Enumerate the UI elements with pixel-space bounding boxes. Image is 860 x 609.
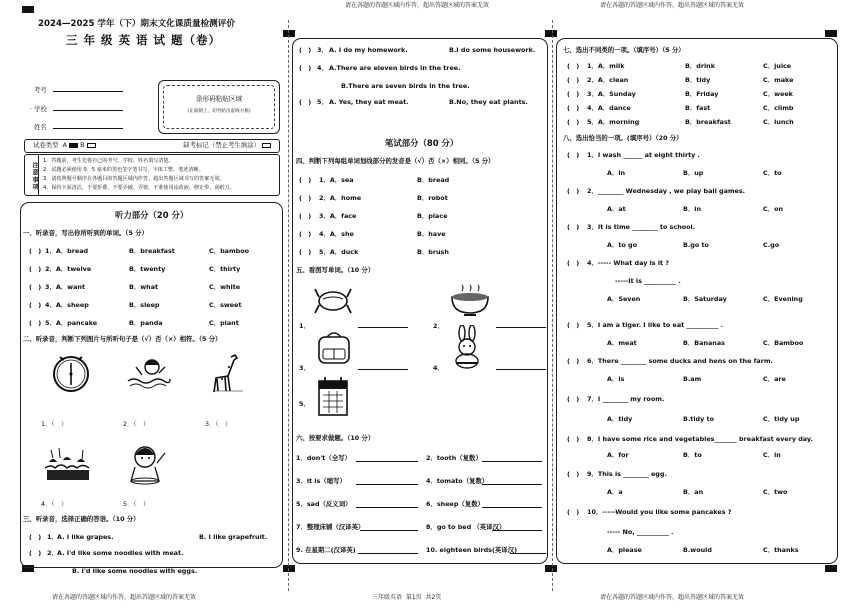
picture-item: 5． [299,400,310,408]
barcode-title: 条形码粘贴区域 [195,95,243,103]
s8-item: ( ) 2．________ Wednesday , we play ball games. A．at B．in C．on [567,187,784,213]
picture-label: 5．（ ） [123,500,150,508]
mid-cont-item: ( ) 3． A. I do my homework. B.I do some housework. [299,46,536,54]
picture-item: 2． [433,323,546,330]
section-6-title: 六、按要求做题。（10 分） [296,434,375,442]
mid-cont-item: ( ) 4． A.There are eleven birds in the tree. [299,64,461,72]
section-1-title: 一、听录音，写出你所听到的单词。（5 分） [23,229,148,237]
s3-item: ( ) 1． A. I like grapes. B. I like grapefruit. [29,533,268,541]
s8-item: ( ) 1．I wash ______ at eight thirty . A．in B．up C．to [567,151,782,177]
s8-item: ( ) 8．I have some rice and vegetables_______ breakfast every day. A．for B．to C．in [567,435,813,459]
note-line: 4．保持卡面清洁，不要折叠、不要弄破、弄皱，不准使用涂改液、修正带、刮纸刀。 [43,185,235,191]
type-a-box[interactable] [69,143,78,148]
type-b-box[interactable] [87,143,96,148]
s7-row: ( ) 2．A．clean B．tidy C．make [567,76,794,84]
s3-item: ( ) 2． A. I'd like some noodles with meat. [29,549,184,557]
s4-row: ( ) 4．A．she B．have [299,230,446,238]
section-2-title: 二、听录音，判断下列图片与所听句子是（√）否（×）相符。（5 分） [23,335,222,343]
s8-item: ( ) 5．I am a tiger. I like to eat __________ . A．meat B．Bananas C．Bamboo [567,321,804,347]
s7-row: ( ) 5．A．morning B．breakfast C．lunch [567,118,794,126]
s7-row: ( ) 3．A．Sunday B．Friday C．week [567,90,793,98]
s1-row: ( ) 5．A．pancake B．panda C．plant [29,319,239,327]
s8-item: ( ) 10．-----Would you like some pancakes ? ----- No, __________ . A．please B.would C．thanks [567,508,799,554]
picture-item: 3． [299,365,408,372]
notes-label: 注意事项 [25,155,39,195]
registration-mark [283,30,295,37]
area-notice: 请在各题的答题区域内作答，超出答题区域的答案无效 [600,2,745,9]
ducks-picture [43,446,93,484]
field-name[interactable]: 姓名 [34,124,123,131]
listening-section [20,202,283,568]
field-school[interactable]: · 学校 [30,106,123,113]
mid-cont-item: ( ) 5． A. Yes, they eat meat. B.No, they eat plants. [299,98,528,106]
field-exam-number[interactable]: 考号 [34,87,123,94]
s4-row: ( ) 1．A．sea B．bread [299,176,450,184]
s8-item: ( ) 4．----- What day is it ? -----It is __________ . A．Seven B．Saturday C．Evening [567,259,803,303]
note-line: 2．试题必须使用 0．5 毫米的黑色签字笔书写，字体工整、笔迹清晰。 [43,167,204,173]
page-footer: 三年级英语 第1页 共2页 [372,594,442,601]
exam-year-title: 2024—2025 学年（下）期末文化课质量检测评价 [38,19,235,29]
s4-row: ( ) 3．A．face B．place [299,212,448,220]
giraffe-picture [207,353,247,395]
picture-label: 3．（ ） [205,420,232,428]
absent-box[interactable] [262,143,271,148]
s4-row: ( ) 2．A．home B．robot [299,194,448,202]
note-line: 1．答题前，考生先将自己的考号、学校、姓名填写清楚。 [43,158,174,164]
s1-row: ( ) 2．A．twelve B．twenty C．thirty [29,265,241,273]
s7-row: ( ) 4．A．dance B．fast C．climb [567,104,794,112]
schoolbag-picture [313,329,355,367]
clock-picture [51,353,91,393]
s1-row: ( ) 1．A．bread B．breakfast C．bamboo [29,247,249,255]
listening-title: 听力部分（20 分） [115,210,189,220]
barcode-note: (正面朝上，切勿贴出虚线方框) [187,108,251,114]
section-5-title: 五、看图写单词。（10 分） [296,266,375,274]
registration-mark [22,6,34,13]
swimming-picture [126,353,171,393]
area-notice: 请在各题的答题区域内作答，超出答题区域的答案无效 [600,594,745,601]
notes-box [24,154,280,196]
rabbit-picture [448,325,488,369]
s6-row: 5．sad（反义词） 6．sheep（复数） [296,501,546,513]
registration-mark [545,565,557,572]
soup-bowl-picture [448,283,492,319]
written-title: 笔试部分（80 分） [385,138,459,148]
picture-label: 2．（ ） [123,420,150,428]
registration-mark [545,30,557,37]
s8-item: ( ) 9．This is ________ egg. A．a B．an C．two [567,470,788,496]
s1-row: ( ) 4．A．sheep B．sleep C．sweet [29,301,242,309]
picture-label: 1．（ ） [41,420,68,428]
picture-label: 4．（ ） [41,500,68,508]
s6-row: 1．don't（全写） 2．tooth（复数） [296,455,546,467]
picture-item: 4． [433,365,546,372]
chicken-picture [313,283,353,319]
calendar-picture [315,375,351,417]
s8-item: ( ) 3．It is time ________ to school. A．to go B.go to C.go [567,223,780,249]
s1-row: ( ) 3．A．want B．what C．white [29,283,241,291]
s8-item: ( ) 6．There ________ some ducks and hens on the farm. A．is B.am C．are [567,357,786,383]
section-8-title: 八、选出恰当的一项。(填序号）（20 分） [563,134,683,142]
mid-cont-item-b: B.There are seven birds in the tree. [341,82,470,90]
s8-item: ( ) 7．I ________ my room. A．tidy B.tidy to C．tidy up [567,395,800,423]
s6-row: 7．整理床铺（汉译英） 8．go to bed （英译汉） [296,524,546,536]
s7-row: ( ) 1．A．milk B．drink C．juice [567,62,792,70]
girl-eating-picture [121,443,171,487]
s4-row: ( ) 5．A．duck B．brush [299,248,449,256]
exam-title: 三 年 级 英 语 试 题（卷） [66,33,222,47]
registration-mark [283,565,295,572]
right-column [556,38,838,564]
barcode-area [158,80,280,134]
area-notice: 请在各题的答题区域内作答，超出答题区域的答案无效 [52,594,197,601]
exam-type-row: 试卷类型 A B 缺考标记（禁止考生填涂） [24,139,280,153]
s3-item-2b: B. I'd like some noodles with eggs. [72,567,198,575]
s6-row: 3．it is（缩写） 4．tomato（复数） [296,478,546,490]
middle-column [292,38,548,564]
section-4-title: 四、判断下列每组单词划线部分的发音是（√）否（×）相同。（5 分） [296,157,495,165]
area-notice: 请在各题的答题区域内作答，超出答题区域的答案无效 [345,2,490,9]
s6-row: 9. 在星期二(汉译英) 10. eighteen birds(英译汉) [296,547,546,559]
column-divider [288,20,289,591]
picture-item: 1． [299,323,408,330]
registration-mark [825,30,837,37]
section-7-title: 七、选出不同类的一项。（填序号）（5 分） [563,46,685,54]
registration-mark [825,565,837,572]
column-divider [552,20,553,591]
section-3-title: 三、听录音，选择正确的答语。（10 分） [23,515,140,523]
note-line: 3．请按照题号顺序在各题目的答题区域内作答，超出答题区域书写的答案无效。 [43,176,225,182]
